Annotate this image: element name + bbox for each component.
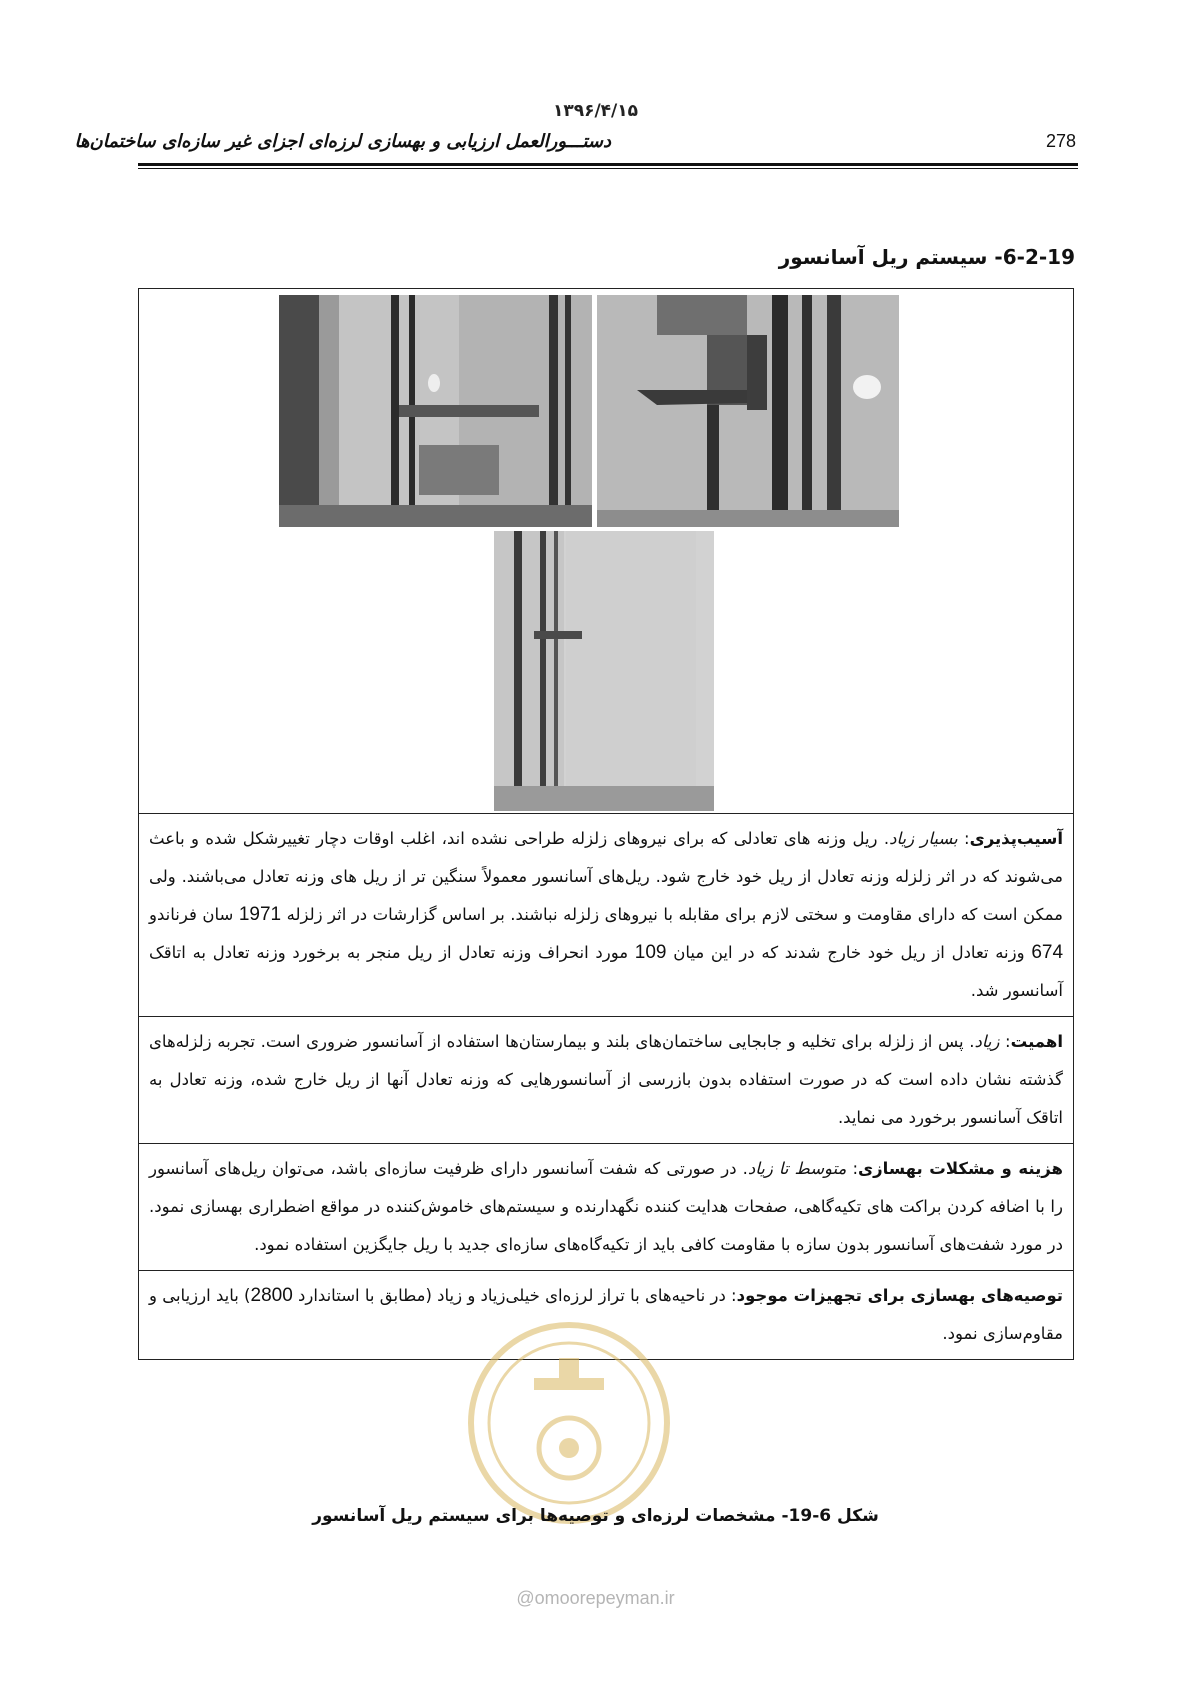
vulnerability-text-2: سان فرناندو: [149, 905, 234, 924]
document-title: دستـــورالعمل ارزیابی و بهسازی لرزه‌ای اجزای غیر سازه‌ای ساختمان‌ها: [74, 131, 611, 152]
header-date: ۱۳۹۶/۴/۱۵: [552, 101, 639, 121]
importance-rating: زیاد: [974, 1032, 1000, 1051]
vulnerability-label: آسیب‌پذیری: [969, 829, 1063, 848]
elevator-rail-photo-right: [597, 295, 899, 527]
recommendation-text-2: ) باید ارزیابی و مقاوم‌سازی نمود.: [149, 1286, 1063, 1343]
vulnerability-year: 1971: [238, 904, 282, 925]
recommendation-text-1: در ناحیه‌های با تراز لرزه‌ای خیلی‌زیاد و زیاد (مطابق با استاندارد: [298, 1286, 726, 1305]
cost-row: [139, 1144, 1074, 1271]
importance-label: اهمیت: [1010, 1032, 1063, 1051]
vulnerability-text-3: وزنه تعادل از ریل خود خارج شدند که در این میان: [673, 943, 1025, 962]
watermark-stamp: [464, 1318, 674, 1528]
importance-text: پس از زلزله برای تخلیه و جابجایی ساختمان‌های بلند و بیمارستان‌ها استفاده از آسانسور ضروری است. تجربه زلزله‌های گذشته نشان داده است که در صورت استفاده بدون بازرسی از آسانسورهایی که وزنه تعادل آنها از ریل خارج شده، وزنه تعادل به اتاقک آسانسور برخورد می نماید.: [149, 1032, 1063, 1127]
cost-rating: متوسط تا زیاد: [747, 1159, 847, 1178]
recommendation-standard: 2800: [250, 1285, 293, 1306]
recommendation-cell: توصیه‌های بهسازی برای تجهیزات موجود: در ناحیه‌های با تراز لرزه‌ای خیلی‌زیاد و زیاد (مطابق با استاندارد 2800) باید ارزیابی و مقاوم‌سازی نمود.: [139, 1271, 1074, 1360]
section-heading: 6-2-19- سیستم ریل آسانسور: [778, 245, 1075, 269]
vulnerability-rating: بسیار زیاد: [889, 829, 958, 848]
figure-caption: شکل 6-19- مشخصات لرزه‌ای و توصیه‌ها برای سیستم ریل آسانسور: [312, 1506, 879, 1526]
cost-text: در صورتی که شفت آسانسور دارای ظرفیت سازه‌ای باشد، می‌توان ریل‌های آسانسور را با اضافه کردن براکت های تکیه‌گاهی، صفحات هدایت کننده نگهدارنده و سیستم‌های خاموش‌کننده در مواقع اضطراری بهسازی نمود. در مورد شفت‌های آسانسور بدون سازه با مقاومت کافی باید از تکیه‌گاه‌های سازه‌ای جدید با ریل جایگزین استفاده نمود.: [149, 1159, 1063, 1254]
figure-table: [138, 288, 1074, 1360]
vulnerability-row: [139, 814, 1074, 1017]
vulnerability-text-4: مورد انحراف وزنه تعادل از ریل منجر به برخورد وزنه تعادل به اتاقک آسانسور شد.: [149, 943, 1063, 1000]
cost-cell: هزینه و مشکلات بهسازی: متوسط تا زیاد. در صورتی که شفت آسانسور دارای ظرفیت سازه‌ای باشد، می‌توان ریل‌های آسانسور را با اضافه کردن براکت های تکیه‌گاهی، صفحات هدایت کننده نگهدارنده و سیستم‌های خاموش‌کننده در مواقع اضطراری بهسازی نمود. در مورد شفت‌های آسانسور بدون سازه با مقاومت کافی باید از تکیه‌گاه‌های سازه‌ای جدید با ریل جایگزین استفاده نمود.: [139, 1144, 1074, 1271]
header-rule: [138, 163, 1078, 166]
page-number: 278: [1046, 131, 1077, 151]
vulnerability-cell: آسیب‌پذیری: بسیار زیاد. ریل وزنه های تعادلی که برای نیروهای زلزله طراحی نشده اند، اغلب اوقات دچار تغییرشکل شده و باعث می‌شوند که در اثر زلزله وزنه تعادل از ریل خود خارج شود. ریل‌های آسانسور معمولاً سنگین تر از ریل های وزنه تعادل می‌باشند. ولی ممکن است که دارای مقاومت و سختی لازم برای مقابله با نیروهای زلزله نباشند. بر اساس گزارشات در اثر زلزله 1971 سان فرناندو 674 وزنه تعادل از ریل خود خارج شدند که در این میان 109 مورد انحراف وزنه تعادل از ریل منجر به برخورد وزنه تعادل به اتاقک آسانسور شد.: [139, 814, 1074, 1017]
vulnerability-count-1: 674: [1031, 942, 1064, 963]
importance-row: [139, 1017, 1074, 1144]
recommendation-label: توصیه‌های بهسازی برای تجهیزات موجود: [736, 1286, 1063, 1305]
photo-row: [139, 289, 1074, 814]
elevator-shaft-photo-left: [279, 295, 592, 527]
header-rule-thin: [138, 168, 1078, 169]
vulnerability-text-1: ریل وزنه های تعادلی که برای نیروهای زلزله طراحی نشده اند، اغلب اوقات دچار تغییرشکل شده و باعث می‌شوند که در اثر زلزله وزنه تعادل از ریل خود خارج شود. ریل‌های آسانسور معمولاً سنگین تر از ریل های وزنه تعادل می‌باشند. ولی ممکن است که دارای مقاومت و سختی لازم برای مقابله با نیروهای زلزله نباشند. بر اساس گزارشات در اثر زلزله: [149, 829, 1063, 924]
photo-cell: [139, 289, 1074, 814]
cost-label: هزینه و مشکلات بهسازی: [858, 1159, 1063, 1178]
watermark-text: @omoorepeyman.ir: [516, 1588, 675, 1608]
elevator-rail-photo-bottom: [494, 531, 714, 811]
vulnerability-count-2: 109: [634, 942, 667, 963]
importance-cell: اهمیت: زیاد. پس از زلزله برای تخلیه و جابجایی ساختمان‌های بلند و بیمارستان‌ها استفاده از آسانسور ضروری است. تجربه زلزله‌های گذشته نشان داده است که در صورت استفاده بدون بازرسی از آسانسورهایی که وزنه تعادل آنها از ریل خارج شده، وزنه تعادل به اتاقک آسانسور برخورد می نماید.: [139, 1017, 1074, 1144]
